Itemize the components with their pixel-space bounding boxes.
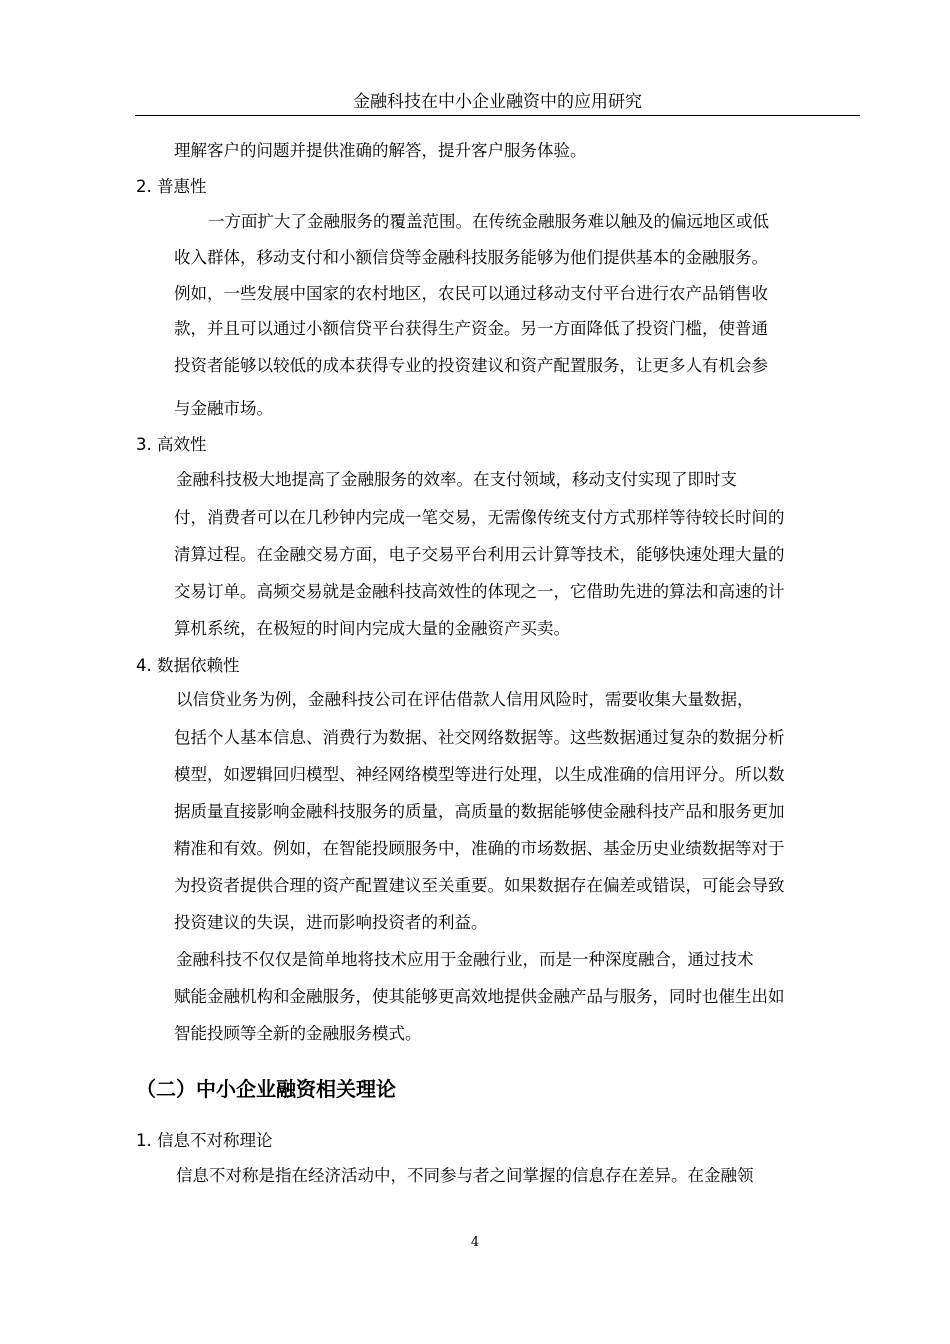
- paragraph-line: 收入群体，移动支付和小额信贷等金融科技服务能够为他们提供基本的金融服务。: [174, 248, 768, 267]
- paragraph-line: 与金融市场。: [174, 399, 273, 418]
- page-number: 4: [470, 1235, 480, 1250]
- intro-line: 理解客户的问题并提供准确的解答，提升客户服务体验。: [174, 141, 587, 160]
- paragraph-line: 模型，如逻辑回归模型、神经网络模型等进行处理，以生成准确的信用评分。所以数: [174, 765, 785, 784]
- subsection-heading: 2. 普惠性: [136, 177, 207, 196]
- paragraph-line: 算机系统，在极短的时间内完成大量的金融资产买卖。: [174, 619, 570, 638]
- paragraph-line: 智能投顾等全新的金融服务模式。: [174, 1024, 422, 1043]
- paragraph-line: 投资建议的失误，进而影响投资者的利益。: [174, 913, 488, 932]
- running-header: 金融科技在中小企业融资中的应用研究: [135, 90, 860, 116]
- paragraph-line: 金融科技极大地提高了金融服务的效率。在支付领域，移动支付实现了即时支: [176, 470, 737, 489]
- paragraph-line: 款，并且可以通过小额信贷平台获得生产资金。另一方面降低了投资门槛，使普通: [174, 319, 768, 338]
- paragraph-line: 清算过程。在金融交易方面，电子交易平台利用云计算等技术，能够快速处理大量的: [174, 545, 785, 564]
- subsection-heading: 1. 信息不对称理论: [136, 1131, 273, 1150]
- paragraph-line: 付，消费者可以在几秒钟内完成一笔交易，无需像传统支付方式那样等待较长时间的: [174, 508, 785, 527]
- paragraph-line: 例如，一些发展中国家的农村地区，农民可以通过移动支付平台进行农产品销售收: [174, 284, 768, 303]
- paragraph-line: 精准和有效。例如，在智能投顾服务中，准确的市场数据、基金历史业绩数据等对于: [174, 839, 785, 858]
- paragraph-line: 赋能金融机构和金融服务，使其能够更高效地提供金融产品与服务，同时也催生出如: [174, 987, 785, 1006]
- paragraph-line: 投资者能够以较低的成本获得专业的投资建议和资产配置服务，让更多人有机会参: [174, 356, 768, 375]
- paragraph-line: 以信贷业务为例，金融科技公司在评估借款人信用风险时，需要收集大量数据，: [176, 690, 754, 709]
- paragraph-line: 信息不对称是指在经济活动中，不同参与者之间掌握的信息存在差异。在金融领: [176, 1166, 754, 1185]
- subsection-heading: 4. 数据依赖性: [136, 656, 240, 675]
- subsection-heading: 3. 高效性: [136, 435, 207, 454]
- paragraph-line: 据质量直接影响金融科技服务的质量，高质量的数据能够使金融科技产品和服务更加: [174, 802, 785, 821]
- section-heading: （二）中小企业融资相关理论: [136, 1077, 396, 1101]
- paragraph-line: 包括个人基本信息、消费行为数据、社交网络数据等。这些数据通过复杂的数据分析: [174, 728, 785, 747]
- paragraph-line: 一方面扩大了金融服务的覆盖范围。在传统金融服务难以触及的偏远地区或低: [208, 212, 769, 231]
- paragraph-line: 交易订单。高频交易就是金融科技高效性的体现之一，它借助先进的算法和高速的计: [174, 582, 785, 601]
- paragraph-line: 为投资者提供合理的资产配置建议至关重要。如果数据存在偏差或错误，可能会导致: [174, 876, 785, 895]
- paragraph-line: 金融科技不仅仅是简单地将技术应用于金融行业，而是一种深度融合，通过技术: [176, 950, 754, 969]
